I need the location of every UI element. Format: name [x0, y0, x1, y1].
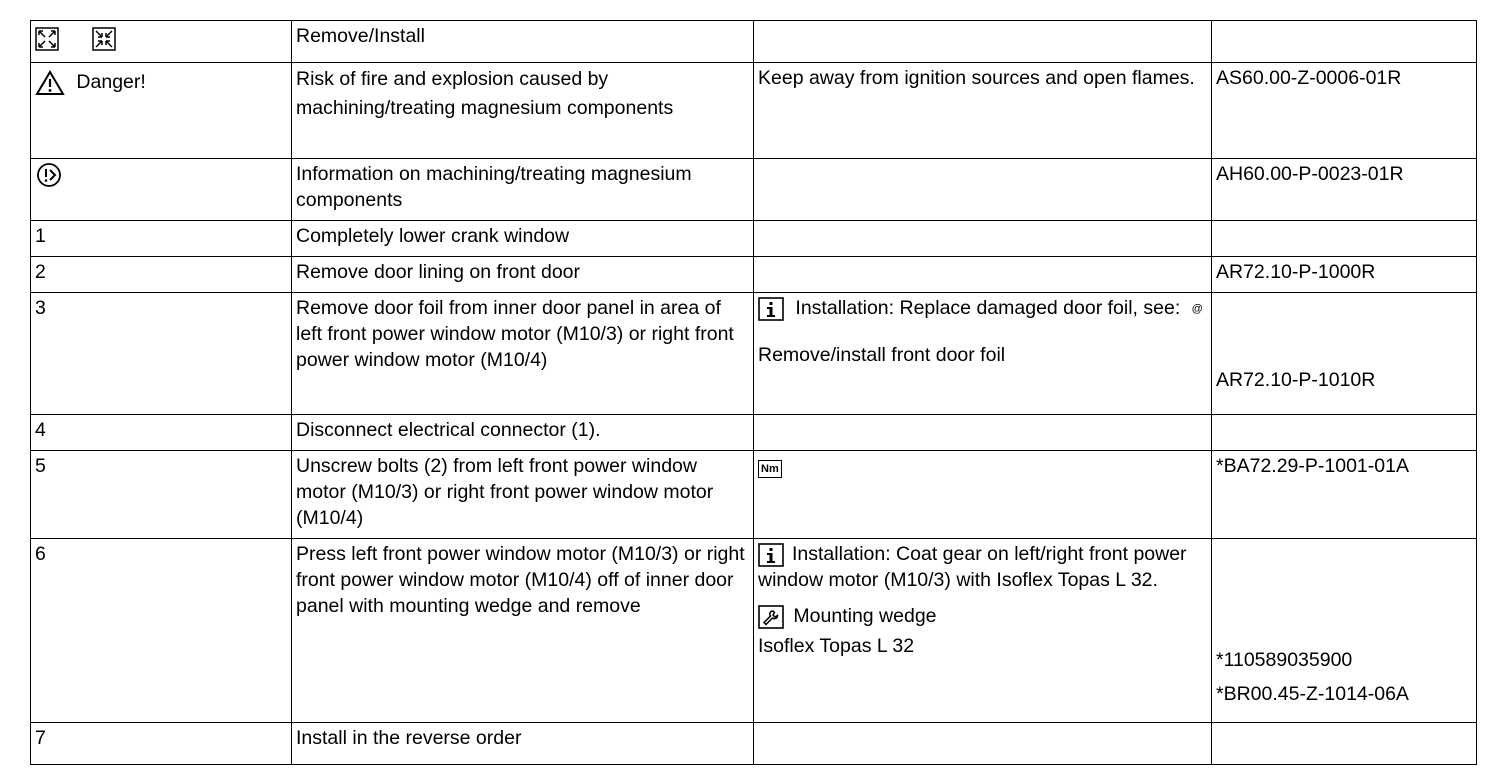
info-row	[31, 159, 1477, 221]
step-text: Unscrew bolts (2) from left front power window motor (M10/3) or right front power window motor (M10/4)	[292, 451, 754, 539]
danger-row	[31, 63, 1477, 159]
tool-ref[interactable]: *110589035900	[1216, 649, 1353, 671]
step-text: Remove door foil from inner door panel in area of left front power window motor (M10/3) or right front power window motor (M10/4)	[292, 293, 754, 415]
info-circle-icon	[35, 162, 63, 188]
step-row-3	[31, 293, 1477, 415]
tool-icon	[758, 605, 784, 629]
header-row	[31, 21, 1477, 63]
step-row-4	[31, 415, 1477, 451]
step-number: 1	[31, 221, 292, 257]
step-text: Press left front power window motor (M10/3) or right front power window motor (M10/4) off of inner door panel with mounting wedge and remove	[292, 539, 754, 723]
step-row-2	[31, 257, 1477, 293]
step-row-1	[31, 221, 1477, 257]
step-number: 2	[31, 257, 292, 293]
lubricant-label: Isoflex Topas L 32	[758, 635, 915, 657]
tool-label: Mounting wedge	[793, 605, 937, 627]
warning-icon	[35, 70, 65, 96]
step-number: 6	[31, 539, 292, 723]
step-row-7	[31, 723, 1477, 765]
step-number: 5	[31, 451, 292, 539]
step-ref[interactable]: AR72.10-P-1010R	[1216, 369, 1376, 391]
step-number: 7	[31, 723, 292, 765]
foil-reference-text: Remove/install front door foil	[758, 343, 1006, 366]
danger-text: Risk of fire and explosion caused by machining/treating magnesium components	[292, 63, 754, 159]
collapse-icon	[92, 27, 116, 51]
step-number: 3	[31, 293, 292, 415]
step-text: Disconnect electrical connector (1).	[292, 415, 754, 451]
installation-note: Installation: Coat gear on left/right front power window motor (M10/3) with Isoflex Topas L 32.	[758, 543, 1187, 591]
link-symbol[interactable]: @	[1191, 302, 1203, 315]
procedure-table	[30, 20, 1477, 765]
step-text: Install in the reverse order	[292, 723, 754, 765]
header-title: Remove/Install	[292, 21, 754, 63]
info-box-icon	[758, 543, 784, 567]
expand-icon	[35, 27, 59, 51]
info-box-icon	[758, 297, 784, 321]
danger-label: Danger!	[76, 71, 146, 93]
header-icons-cell	[31, 21, 292, 63]
torque-icon: Nm	[758, 460, 782, 478]
danger-ref[interactable]: AS60.00-Z-0006-01R	[1212, 63, 1477, 159]
step-row-5	[31, 451, 1477, 539]
danger-note: Keep away from ignition sources and open flames.	[754, 63, 1212, 159]
step-text: Remove door lining on front door	[292, 257, 754, 293]
step-number: 4	[31, 415, 292, 451]
info-text: Information on machining/treating magnesium components	[292, 159, 754, 221]
step-text: Completely lower crank window	[292, 221, 754, 257]
lubricant-ref[interactable]: *BR00.45-Z-1014-06A	[1216, 683, 1409, 705]
installation-note: Installation: Replace damaged door foil, see:	[795, 297, 1181, 319]
step-ref[interactable]: AR72.10-P-1000R	[1212, 257, 1477, 293]
info-ref[interactable]: AH60.00-P-0023-01R	[1212, 159, 1477, 221]
step-row-6	[31, 539, 1477, 723]
step-ref[interactable]: *BA72.29-P-1001-01A	[1212, 451, 1477, 539]
